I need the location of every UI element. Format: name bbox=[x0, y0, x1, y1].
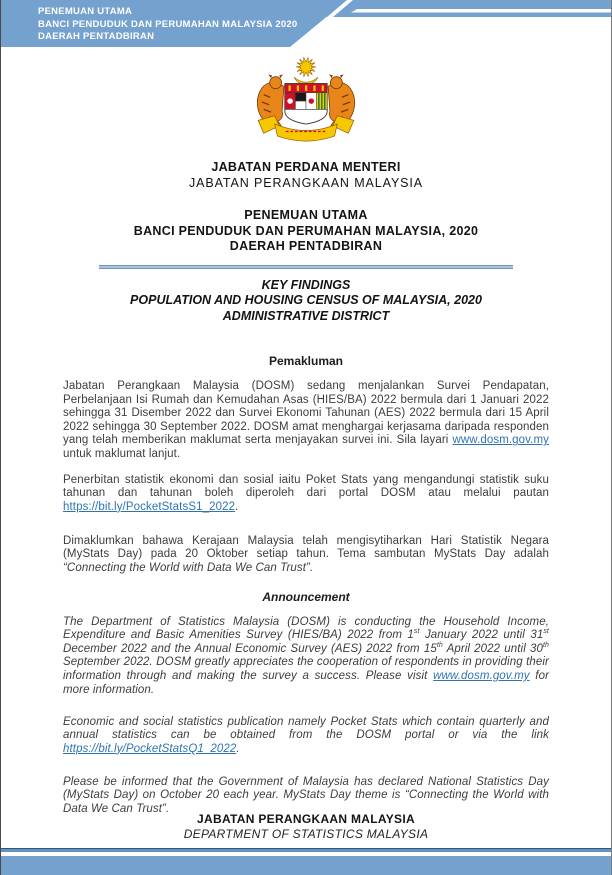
banner-line-3: DAERAH PENTADBIRAN bbox=[38, 31, 155, 42]
footer-department-malay: JABATAN PERANGKAAN MALAYSIA bbox=[197, 812, 415, 826]
subtitle-line-3: ADMINISTRATIVE DISTRICT bbox=[222, 308, 390, 323]
malay-p2-tail: . bbox=[235, 500, 239, 513]
section-heading-pemakluman: Pemakluman bbox=[268, 354, 344, 368]
english-p1-s1: The Department of Statistics Malaysia (DOSM) is conducting the Household Income, Expenditure and Basic Amenities Survey (HIES/BA) 2022 from 1 bbox=[63, 615, 549, 642]
horizontal-divider bbox=[99, 265, 513, 269]
english-paragraph-2 bbox=[63, 716, 549, 764]
english-p1-tail: for more information. bbox=[63, 669, 550, 696]
ordinal-sup-3: th bbox=[436, 641, 443, 649]
pocketstats-s1-link[interactable]: https://bit.ly/PocketStatsS1_2022 bbox=[63, 500, 236, 513]
english-p1-s3: December 2022 and the Annual Economic Survey (AES) 2022 from 15 bbox=[63, 642, 437, 655]
malay-p3-text: Dimaklumkan bahawa Kerajaan Malaysia telah mengisytiharkan Hari Statistik Negara (MyStats Day) pada 20 Oktober setiap tahun. Tema sambutan MyStats Day adalah bbox=[63, 534, 549, 561]
ordinal-sup-1: st bbox=[413, 628, 420, 636]
banner-line-1: PENEMUAN UTAMA bbox=[38, 6, 133, 17]
dosm-website-link-english[interactable]: www.dosm.gov.my bbox=[433, 669, 530, 682]
federal-star-icon bbox=[296, 57, 316, 77]
section-heading-announcement: Announcement bbox=[262, 589, 350, 604]
english-p1-s4: April 2022 until 30 bbox=[442, 642, 543, 655]
title-line-3: DAERAH PENTADBIRAN bbox=[229, 239, 383, 253]
department-name: JABATAN PERANGKAAN MALAYSIA bbox=[188, 176, 424, 190]
malay-p1-tail: untuk maklumat lanjut. bbox=[63, 447, 181, 460]
english-p1-s2: January 2022 until 31 bbox=[419, 629, 544, 642]
page-content bbox=[1, 0, 611, 823]
malay-p1-text: Jabatan Perangkaan Malaysia (DOSM) sedang menjalankan Survei Pendapatan, Perbelanjaan Isi Rumah dan Kemudahan Asas (HIES/BA) 2022 bermula dari 1 Januari 2022 sehingga 31 Disember 2022 dan Survei Ekonomi Tahunan (AES) 2022 bermula dari 15 April 2022 sehingga 30 September 2022. DOSM amat menghargai kerjasama daripada responden yang telah memberikan maklumat serta menjayakan survei ini. Sila layari bbox=[63, 380, 549, 447]
malay-paragraph-2 bbox=[63, 474, 549, 523]
banner-line-2: BANCI PENDUDUK DAN PERUMAHAN MALAYSIA 2020 bbox=[38, 18, 298, 30]
english-paragraph-1 bbox=[63, 616, 549, 704]
report-title-malay bbox=[63, 208, 549, 255]
english-p1-s5: September 2022. DOSM greatly appreciates the cooperation of respondents in providing their information through and making the survey a success. Please visit bbox=[63, 656, 549, 682]
malay-p2-text: Penerbitan statistik ekonomi dan sosial iaitu Poket Stats yang mengandungi statistik suku tahunan dan tahunan boleh diperoleh dari portal DOSM atau melalui pautan bbox=[63, 473, 549, 500]
english-p2-text: Economic and social statistics publication namely Pocket Stats which contain quarterly and annual statistics can be obtained from the DOSM portal or via the link bbox=[63, 715, 549, 742]
page-footer bbox=[1, 812, 611, 841]
malay-paragraph-3 bbox=[63, 535, 549, 577]
shield-icon bbox=[285, 84, 327, 124]
report-title-english bbox=[63, 278, 549, 325]
english-p3-text: Please be informed that the Government of Malaysia has declared National Statistics Day (MyStats Day) on October 20 each year. MyStats Day theme is bbox=[63, 775, 549, 802]
footer-department-english: DEPARTMENT OF STATISTICS MALAYSIA bbox=[183, 827, 429, 841]
footer-thick-bar bbox=[1, 856, 611, 875]
title-line-1: PENEMUAN UTAMA bbox=[244, 208, 368, 222]
coat-of-arms-malaysia bbox=[63, 56, 549, 148]
ordinal-sup-4: th bbox=[542, 641, 549, 649]
footer-thin-bar bbox=[1, 848, 611, 852]
mystats-theme-quote-english: “Connecting the World with Data We Can Trust”. bbox=[63, 789, 549, 815]
ministry-name: JABATAN PERDANA MENTERI bbox=[211, 160, 401, 174]
pocketstats-q1-link[interactable]: https://bit.ly/PocketStatsQ1_2022 bbox=[63, 742, 237, 755]
english-p2-tail: . bbox=[236, 742, 240, 755]
subtitle-line-1: KEY FINDINGS bbox=[261, 277, 351, 292]
ordinal-sup-2: st bbox=[543, 628, 549, 636]
coat-of-arms-icon bbox=[231, 56, 381, 148]
subtitle-line-2: POPULATION AND HOUSING CENSUS OF MALAYSIA, 2020 bbox=[130, 293, 482, 307]
dosm-website-link-malay[interactable]: www.dosm.gov.my bbox=[452, 434, 549, 447]
title-line-2: BANCI PENDUDUK DAN PERUMAHAN MALAYSIA, 2020 bbox=[133, 223, 479, 238]
mystats-theme-quote-malay: “Connecting the World with Data We Can Trust”. bbox=[63, 561, 314, 574]
malay-paragraph-1 bbox=[63, 380, 549, 462]
